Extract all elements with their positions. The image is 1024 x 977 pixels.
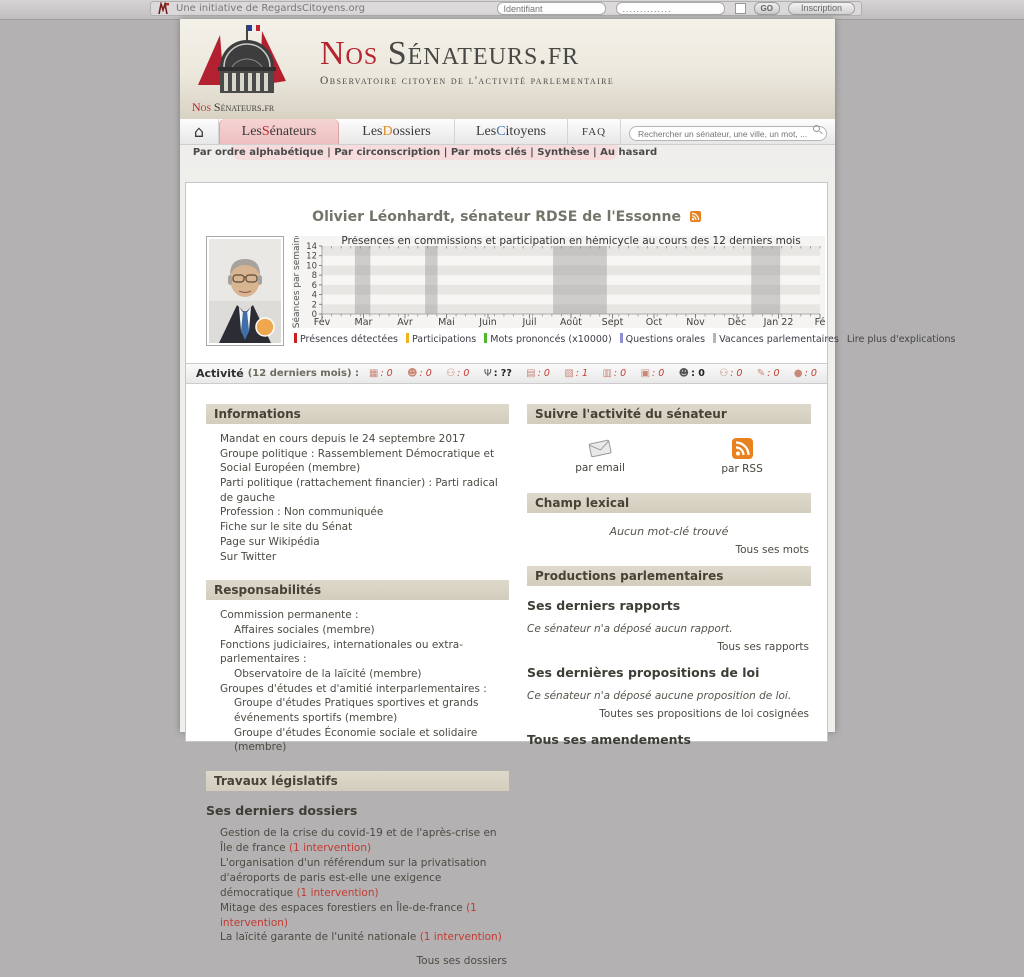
tous-ses-dossiers-link[interactable]: Tous ses dossiers	[416, 955, 507, 968]
activity-written-question-stat[interactable]	[564, 368, 588, 379]
activity-count: : 0	[613, 368, 627, 379]
activity-count: : 0	[380, 368, 393, 379]
words-icon: ●	[793, 368, 803, 379]
weeks-active-icon: ▦	[369, 368, 379, 379]
senator-title-text: Olivier Léonhardt, sénateur RDSE de l'Essonne	[312, 209, 681, 225]
info-line: Fonctions judiciaires, internationales ou extra-parlementaires :	[220, 638, 463, 666]
svg-text:Sept: Sept	[601, 317, 624, 328]
rapports-heading: Ses derniers rapports	[527, 598, 681, 613]
tab-label-part: Les	[241, 123, 262, 139]
dossiers-list	[220, 826, 509, 945]
section-travaux: Travaux législatifs	[206, 771, 509, 791]
tab-les-faq[interactable]	[568, 119, 621, 144]
site-title	[320, 37, 614, 71]
info-line[interactable]: Page sur Wikipédia	[220, 535, 320, 548]
legend-label: Questions orales	[625, 334, 706, 345]
svg-text:Mar: Mar	[354, 317, 373, 328]
search-icon[interactable]	[813, 125, 820, 132]
legend-color-chip	[294, 333, 297, 343]
section-responsabilites: Responsabilités	[206, 580, 509, 600]
legend-item	[705, 333, 839, 345]
home-icon: ⌂	[193, 122, 205, 141]
presence-chart	[292, 236, 825, 328]
svg-text:2: 2	[311, 300, 317, 311]
tab-les-citoyens[interactable]	[455, 119, 568, 144]
svg-text:8: 8	[311, 271, 317, 282]
activity-count: : 0	[537, 368, 550, 379]
main-navbar	[180, 119, 835, 145]
senator-photo	[209, 239, 281, 343]
dossier-intervention-link[interactable]: (1 intervention)	[288, 841, 372, 854]
legend-label: Participations	[412, 334, 477, 345]
go-button[interactable]: GO	[754, 2, 780, 15]
svg-text:Août: Août	[560, 317, 582, 328]
cosigned-proposal-icon: ⚇	[719, 368, 729, 379]
activity-count: : 0	[730, 368, 743, 379]
info-line[interactable]: Groupe politique : Rassemblement Démocratique et Social Européen (membre)	[220, 447, 495, 475]
inscription-button[interactable]: Inscription	[788, 2, 855, 15]
section-productions: Productions parlementaires	[527, 566, 811, 586]
svg-text:10: 10	[306, 261, 317, 272]
svg-text:Fév: Fév	[313, 317, 331, 328]
follow-row	[527, 438, 811, 475]
svg-text:Nov: Nov	[686, 317, 705, 328]
search-input[interactable]	[629, 126, 827, 141]
tab-label-part: D	[382, 123, 393, 139]
follow-rss[interactable]	[721, 438, 762, 475]
dossier-item[interactable]	[220, 901, 509, 931]
activity-amendment-stat[interactable]	[757, 368, 780, 379]
content-columns	[186, 404, 827, 977]
activity-period: (12 derniers mois) :	[247, 368, 359, 379]
svg-text:Mai: Mai	[438, 317, 455, 328]
legend-more-link[interactable]: Lire plus d'explications	[846, 333, 956, 345]
logo-caption	[192, 100, 274, 115]
info-line: Observatoire de la laïcité (membre)	[234, 667, 422, 680]
svg-text:0: 0	[311, 310, 317, 320]
activity-count: : 0	[804, 368, 817, 379]
legend-label: Présences détectées	[300, 334, 398, 345]
chart-legend	[294, 333, 956, 345]
top-login-bar	[0, 0, 1024, 20]
tab-label-part: ossiers	[392, 123, 431, 139]
tabs-host	[219, 119, 621, 144]
subnav-row	[180, 145, 835, 163]
tab-label-part: C	[496, 123, 506, 139]
info-line[interactable]: Mandat en cours depuis le 24 septembre 2017	[220, 433, 466, 445]
dossier-title[interactable]: La laïcité garante de l'unité nationale	[220, 931, 420, 944]
hemicycle-icon: Ψ	[483, 368, 492, 379]
tab-label-part: Les	[362, 123, 383, 139]
dossier-item[interactable]	[220, 826, 509, 856]
activity-commission-report-stat[interactable]	[526, 368, 550, 379]
site-logo[interactable]	[190, 23, 315, 115]
logo-caption-accent: Nos	[192, 100, 211, 114]
propositions-empty: Ce sénateur n'a déposé aucune proposition de loi.	[527, 690, 792, 702]
follow-email-label: par email	[575, 462, 625, 474]
tab-label-part: itoyens	[505, 123, 546, 139]
content-panel	[185, 182, 956, 968]
svg-text:Fé: Fé	[814, 317, 825, 328]
activity-bar	[186, 363, 827, 384]
activity-law-proposal-stat[interactable]	[679, 368, 705, 379]
tous-ses-mots-link[interactable]: Tous ses mots	[735, 544, 809, 556]
section-informations: Informations	[206, 404, 509, 424]
section-suivre: Suivre l'activité du sénateur	[527, 404, 811, 424]
main-column	[180, 19, 956, 968]
dossier-intervention-link[interactable]: (1 intervention)	[220, 901, 477, 929]
legend-color-chip	[406, 333, 409, 343]
tab-label-part: énateurs	[269, 123, 317, 139]
svg-text:Oct: Oct	[645, 317, 663, 328]
amendements-heading[interactable]: Tous ses amendements	[527, 732, 691, 747]
info-line[interactable]: Parti politique (rattachement financier) : Parti radical de gauche	[220, 477, 498, 504]
propositions-cosignees-link[interactable]: Toutes ses propositions de loi cosignées	[599, 708, 809, 720]
activity-count: : 0	[652, 368, 665, 379]
senator-photo-frame	[206, 236, 284, 346]
activity-count: : 0	[691, 368, 705, 379]
section-champ-lexical: Champ lexical	[527, 493, 811, 513]
chart-row	[186, 236, 956, 348]
tab-label-part: S	[261, 123, 270, 139]
activity-hemicycle-stat[interactable]	[484, 368, 512, 379]
oral-question-icon: ▥	[602, 368, 612, 379]
dossier-intervention-link[interactable]: (1 intervention)	[419, 931, 502, 944]
svg-text:14: 14	[306, 242, 317, 252]
svg-text:Déc: Déc	[727, 317, 747, 328]
info-line: Groupes d'études et d'amitié interparlementaires :	[220, 682, 487, 695]
rapports-empty: Ce sénateur n'a déposé aucun rapport.	[527, 623, 733, 635]
logo-caption-rest: Sénateurs.fr	[210, 100, 275, 114]
propositions-heading: Ses dernières propositions de loi	[527, 665, 760, 680]
activity-count: : 0	[457, 368, 470, 379]
rss-large-icon	[732, 438, 753, 459]
legend-item	[398, 333, 476, 345]
tab-les-dossiers[interactable]	[339, 119, 455, 144]
activity-report-stat[interactable]	[641, 368, 665, 379]
rss-icon[interactable]	[690, 211, 701, 222]
home-tab[interactable]	[180, 119, 219, 144]
svg-text:Présences en commissions et pa: Présences en commissions et participation en hémicycle au cours des 12 derniers mois	[341, 236, 801, 247]
svg-text:Séances par semaine: Séances par semaine	[292, 236, 302, 328]
svg-text:Juin: Juin	[479, 317, 497, 328]
tab-label-part: FAQ	[581, 125, 607, 138]
champ-lexical-empty: Aucun mot-clé trouvé	[609, 525, 729, 538]
legend-color-chip	[484, 333, 487, 343]
legend-item	[294, 333, 398, 345]
activity-count: : 1	[575, 368, 589, 379]
info-line: Groupe d'études Pratiques sportives et grands événements sportifs (membre)	[234, 697, 479, 724]
site-title-accent: Nos	[320, 35, 379, 72]
dossier-title[interactable]: Gestion de la crise du covid-19 et de l'après-crise en Île de france	[220, 827, 497, 854]
tab-les-senateurs[interactable]	[219, 119, 339, 144]
dossier-item[interactable]	[220, 930, 509, 945]
report-icon: ▣	[640, 368, 651, 379]
svg-text:4: 4	[311, 290, 317, 301]
legend-color-chip	[713, 333, 716, 343]
dossier-title[interactable]: L'organisation d'un référendum sur la privatisation d'aéroports de paris est-elle une exigence démocratique	[220, 856, 487, 899]
page-title	[186, 209, 827, 225]
responsabilites-list	[220, 608, 509, 755]
amendment-icon: ✎	[756, 368, 766, 379]
left-column	[206, 404, 509, 977]
info-line[interactable]: Profession : Non communiquée	[220, 506, 384, 519]
follow-email[interactable]	[575, 438, 625, 475]
svg-text:6: 6	[311, 280, 317, 291]
activity-participation-stat[interactable]	[446, 368, 469, 379]
top-bar-inner	[150, 1, 862, 16]
activity-cosigned-proposal-stat[interactable]	[719, 368, 742, 379]
site-title-rest: Sénateurs.fr	[378, 35, 580, 72]
password-input[interactable]	[616, 2, 725, 15]
tab-label-part: Les	[475, 123, 497, 139]
activity-count: : 0	[767, 368, 780, 379]
email-icon	[586, 438, 614, 458]
presence-chart-svg	[292, 236, 825, 328]
follow-rss-label: par RSS	[721, 463, 763, 475]
law-proposal-icon: ☻	[678, 368, 690, 379]
activity-count: : ??	[493, 368, 512, 379]
info-line: Groupe d'études Économie sociale et solidaire (membre)	[234, 726, 478, 754]
commission-report-icon: ▤	[526, 368, 536, 379]
svg-text:Juil: Juil	[522, 317, 537, 328]
senate-dome-icon	[190, 23, 315, 101]
senators-subnav[interactable]: Par ordre alphabétique | Par circonscription | Par mots clés | Synthèse | Au hasard	[192, 147, 658, 158]
search-wrap	[629, 122, 827, 142]
legend-label: Vacances parlementaires	[719, 334, 839, 345]
activity-label: Activité	[196, 367, 244, 380]
legend-color-chip	[620, 333, 623, 343]
info-line[interactable]: Sur Twitter	[220, 550, 277, 563]
activity-items	[369, 368, 817, 379]
tous-ses-rapports-link[interactable]: Tous ses rapports	[717, 641, 809, 653]
info-line: Affaires sociales (membre)	[234, 623, 375, 636]
site-tagline: Observatoire citoyen de l'activité parlementaire	[320, 75, 615, 87]
activity-weeks-active-stat[interactable]	[369, 368, 393, 379]
activity-presence-stat[interactable]	[407, 368, 432, 379]
regards-citoyens-logo-icon	[157, 2, 170, 15]
informations-list	[220, 432, 509, 564]
dossier-title[interactable]: Mitage des espaces forestiers en Île-de-france	[220, 901, 467, 914]
identifiant-input[interactable]	[497, 2, 606, 15]
legend-label: Mots prononcés (x10000)	[490, 334, 612, 345]
info-line[interactable]: Fiche sur le site du Sénat	[220, 521, 353, 534]
written-question-icon: ▧	[564, 368, 574, 379]
svg-text:Avr: Avr	[397, 317, 413, 328]
info-line: Commission permanente :	[220, 609, 359, 622]
brand-block	[320, 37, 614, 87]
svg-text:12: 12	[306, 251, 317, 262]
right-column	[527, 404, 811, 977]
dossier-item[interactable]	[220, 856, 509, 901]
remember-checkbox[interactable]	[735, 3, 746, 14]
initiative-text: Une initiative de RegardsCitoyens.org	[176, 3, 365, 14]
dossier-intervention-link[interactable]: (1 intervention)	[296, 886, 379, 899]
svg-text:Jan 22: Jan 22	[763, 317, 794, 328]
legend-item	[476, 333, 611, 345]
activity-oral-question-stat[interactable]	[602, 368, 626, 379]
participation-icon: ⚇	[446, 368, 456, 379]
activity-words-stat[interactable]	[794, 368, 817, 379]
legend-item	[612, 333, 705, 345]
presence-icon: ☻	[407, 368, 418, 379]
site-header	[180, 19, 835, 119]
derniers-dossiers-heading: Ses derniers dossiers	[206, 803, 358, 819]
activity-count: : 0	[419, 368, 432, 379]
